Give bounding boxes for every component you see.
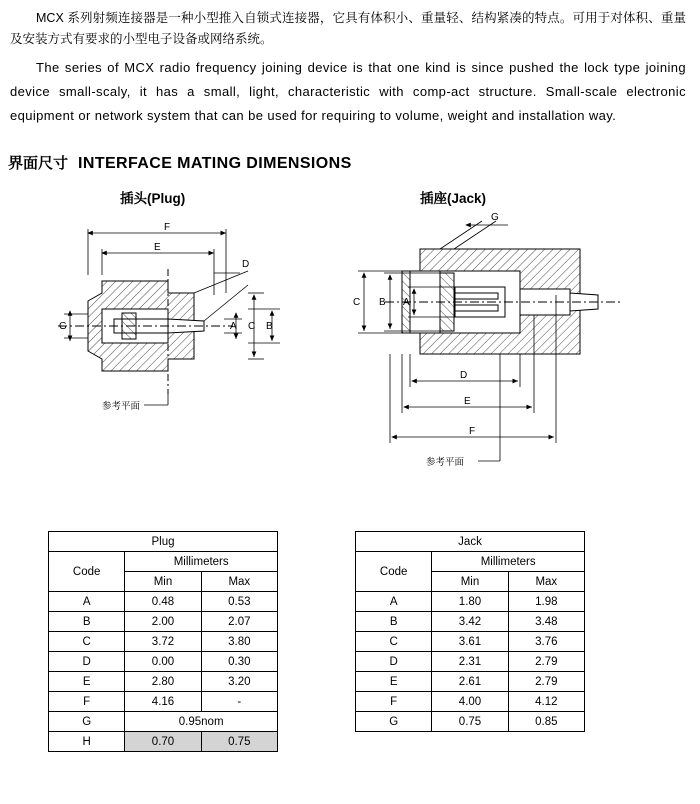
jack-row-code: G xyxy=(356,712,432,732)
intro-english-paragraph: The series of MCX radio frequency joining device is that one kind is since pushed the lock type joining device small-scaly, it has a small, light, characteristic with comp-act structure. Small-scale electronic equipment or network system that can be used for requiring to volume, weight and installation way. xyxy=(10,60,686,123)
plug-dim-label-G: G xyxy=(59,321,67,332)
jack-dim-label-D: D xyxy=(460,370,468,381)
table-row xyxy=(49,732,278,752)
drawings-area xyxy=(0,187,700,527)
plug-max-header: Max xyxy=(201,572,277,592)
table-title-row xyxy=(49,532,278,552)
plug-row-max: 3.20 xyxy=(201,672,277,692)
jack-row-code: B xyxy=(356,612,432,632)
plug-dimensions-table xyxy=(48,531,278,752)
plug-row-max: 0.75 xyxy=(201,732,277,752)
plug-row-code: H xyxy=(49,732,125,752)
jack-ref-plane-label: 参考平面 xyxy=(426,457,465,468)
table-row xyxy=(356,712,585,732)
jack-dim-label-G: G xyxy=(491,212,499,223)
plug-dim-label-F: F xyxy=(164,222,171,233)
table-row xyxy=(49,712,278,732)
plug-row-code: B xyxy=(49,612,125,632)
jack-max-header: Max xyxy=(508,572,584,592)
plug-row-min: 0.48 xyxy=(125,592,201,612)
jack-row-code: D xyxy=(356,652,432,672)
table-row xyxy=(356,592,585,612)
dimension-tables-area xyxy=(0,531,700,751)
jack-table-title: Jack xyxy=(356,532,585,552)
jack-dim-label-F: F xyxy=(469,426,476,437)
plug-row-max: 2.07 xyxy=(201,612,277,632)
plug-row-code: E xyxy=(49,672,125,692)
section-heading-chinese: 界面尺寸 xyxy=(8,155,69,172)
jack-dim-label-A: A xyxy=(403,297,410,308)
jack-row-max: 4.12 xyxy=(508,692,584,712)
table-row xyxy=(356,632,585,652)
jack-row-code: E xyxy=(356,672,432,692)
plug-dim-label-E: E xyxy=(154,242,161,253)
jack-row-max: 3.48 xyxy=(508,612,584,632)
table-row xyxy=(49,632,278,652)
table-row xyxy=(49,652,278,672)
jack-row-min: 4.00 xyxy=(432,692,508,712)
jack-row-max: 2.79 xyxy=(508,652,584,672)
table-title-row xyxy=(356,532,585,552)
plug-row-max: 0.53 xyxy=(201,592,277,612)
table-row xyxy=(49,672,278,692)
plug-row-max: 3.80 xyxy=(201,632,277,652)
jack-row-max: 2.79 xyxy=(508,672,584,692)
plug-row-min: 2.00 xyxy=(125,612,201,632)
jack-unit-header: Millimeters xyxy=(432,552,585,572)
jack-code-header: Code xyxy=(356,552,432,592)
plug-row-code: G xyxy=(49,712,125,732)
jack-figure-caption: 插座(Jack) xyxy=(420,191,487,206)
jack-dimensions-table xyxy=(355,531,585,732)
plug-ref-plane-label: 参考平面 xyxy=(102,401,141,412)
plug-row-min: 3.72 xyxy=(125,632,201,652)
plug-row-min: 2.80 xyxy=(125,672,201,692)
jack-row-min: 3.42 xyxy=(432,612,508,632)
jack-row-max: 1.98 xyxy=(508,592,584,612)
jack-dim-label-E: E xyxy=(464,396,471,407)
jack-row-min: 1.80 xyxy=(432,592,508,612)
plug-row-code: A xyxy=(49,592,125,612)
table-row xyxy=(356,612,585,632)
jack-row-code: C xyxy=(356,632,432,652)
plug-row-min: 0.95nom xyxy=(125,712,278,732)
plug-dim-label-C: C xyxy=(248,321,256,332)
table-row xyxy=(49,612,278,632)
plug-row-code: D xyxy=(49,652,125,672)
jack-min-header: Min xyxy=(432,572,508,592)
plug-unit-header: Millimeters xyxy=(125,552,278,572)
table-row xyxy=(356,672,585,692)
jack-row-min: 2.61 xyxy=(432,672,508,692)
table-row xyxy=(356,692,585,712)
plug-row-min: 4.16 xyxy=(125,692,201,712)
jack-dim-label-C: C xyxy=(353,297,361,308)
section-heading xyxy=(8,152,700,173)
plug-dim-label-D: D xyxy=(242,259,250,270)
plug-dim-label-B: B xyxy=(266,321,273,332)
table-row xyxy=(49,692,278,712)
jack-row-code: A xyxy=(356,592,432,612)
jack-row-max: 3.76 xyxy=(508,632,584,652)
plug-table-title: Plug xyxy=(49,532,278,552)
table-unit-row xyxy=(49,552,278,572)
jack-row-min: 3.61 xyxy=(432,632,508,652)
plug-cross-section-drawing xyxy=(18,209,318,519)
table-row xyxy=(356,652,585,672)
plug-min-header: Min xyxy=(125,572,201,592)
plug-row-max: - xyxy=(201,692,277,712)
jack-row-max: 0.85 xyxy=(508,712,584,732)
table-unit-row xyxy=(356,552,585,572)
jack-cross-section-drawing xyxy=(330,209,660,519)
intro-chinese-paragraph: MCX 系列射频连接器是一种小型推入自锁式连接器，它具有体积小、重量轻、结构紧凑的特点。可用于对体积、重量及安装方式有要求的小型电子设备或网络系统。 xyxy=(10,11,686,46)
plug-figure-caption: 插头(Plug) xyxy=(120,191,186,206)
section-heading-english: INTERFACE MATING DIMENSIONS xyxy=(78,155,352,172)
table-row xyxy=(49,592,278,612)
intro-section xyxy=(0,0,700,128)
plug-dim-label-A: A xyxy=(230,321,237,332)
jack-row-code: F xyxy=(356,692,432,712)
jack-dim-label-B: B xyxy=(379,297,386,308)
plug-row-min: 0.70 xyxy=(125,732,201,752)
plug-row-code: C xyxy=(49,632,125,652)
plug-row-code: F xyxy=(49,692,125,712)
jack-row-min: 0.75 xyxy=(432,712,508,732)
jack-row-min: 2.31 xyxy=(432,652,508,672)
plug-row-max: 0.30 xyxy=(201,652,277,672)
plug-code-header: Code xyxy=(49,552,125,592)
plug-row-min: 0.00 xyxy=(125,652,201,672)
